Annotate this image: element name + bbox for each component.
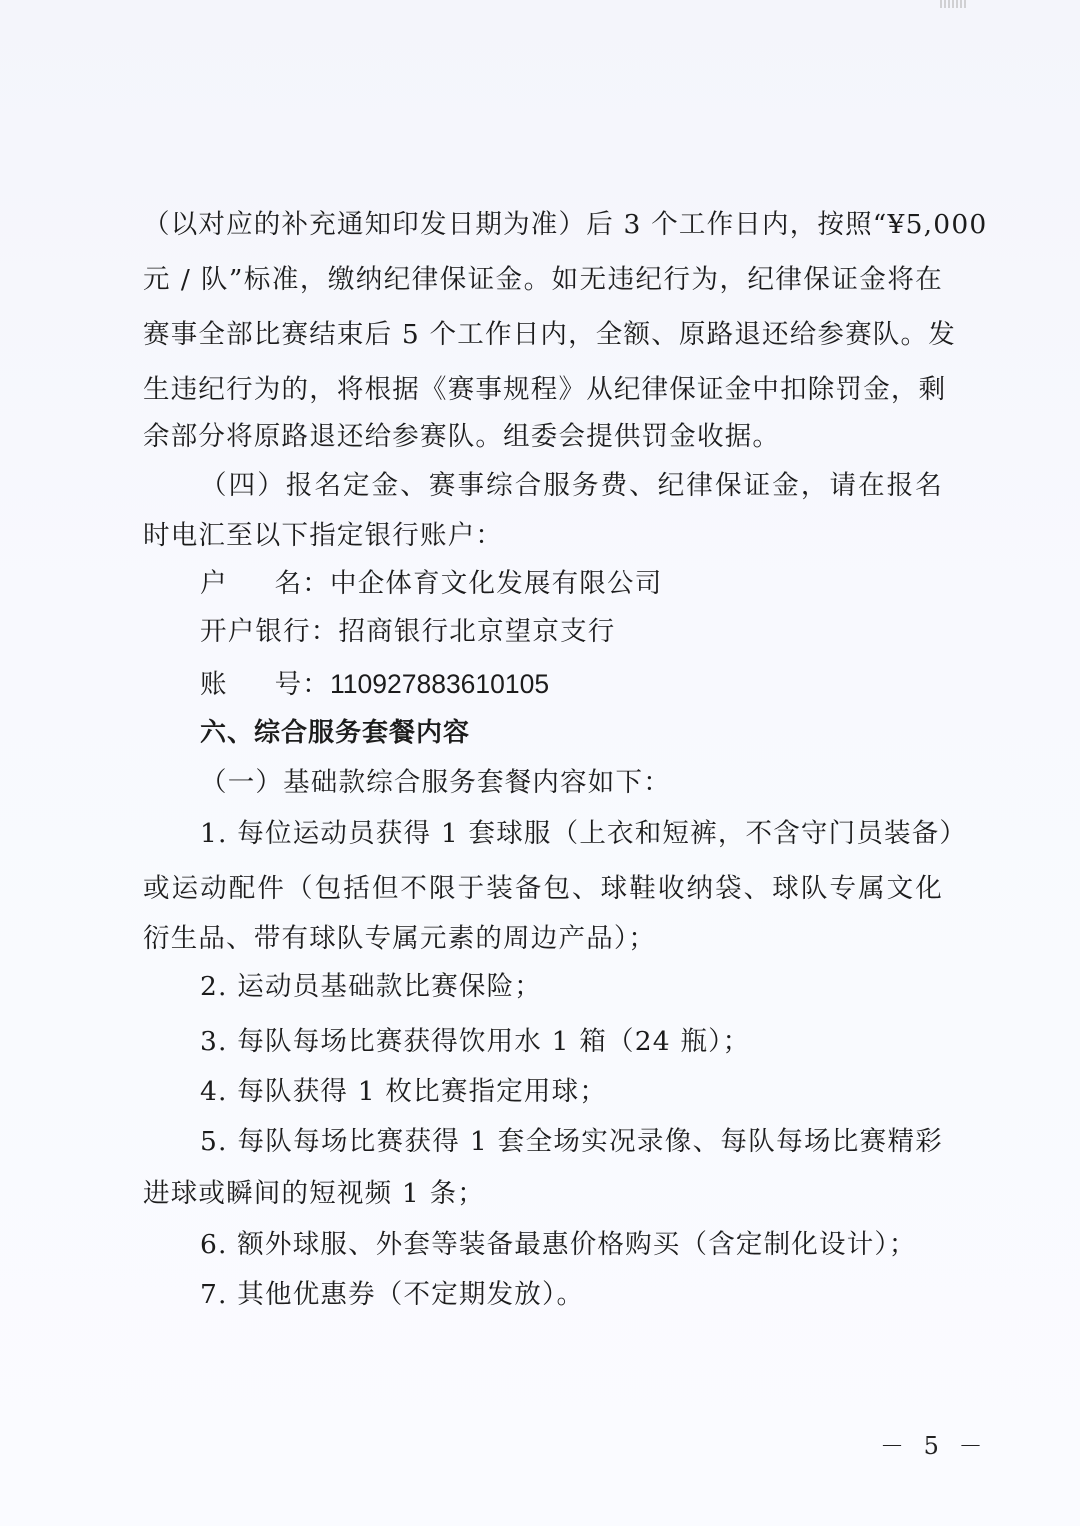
- list-item: 7. 其他优惠券（不定期发放）。: [200, 1279, 585, 1310]
- section-4-text: 时电汇至以下指定银行账户：: [143, 520, 504, 551]
- list-item: 2. 运动员基础款比赛保险；: [200, 971, 543, 1002]
- list-item: 1. 每位运动员获得 1 套球服（上衣和短裤，不含守门员装备）: [200, 818, 968, 849]
- section-4-text: （四）报名定金、赛事综合服务费、纪律保证金，请在报名: [200, 470, 943, 501]
- scan-artifact: [940, 0, 968, 8]
- paragraph-line: 赛事全部比赛结束后 5 个工作日内，全额、原路退还给参赛队。发: [143, 319, 956, 350]
- paragraph-line: 元 / 队”标准，缴纳纪律保证金。如无违纪行为，纪律保证金将在: [143, 264, 943, 295]
- account-name-value: 中企体育文化发展有限公司: [330, 568, 663, 599]
- list-item: 3. 每队每场比赛获得饮用水 1 箱（24 瓶）；: [200, 1026, 751, 1057]
- page-number: － 5 －: [880, 1432, 989, 1460]
- section-6-subheading: （一）基础款综合服务套餐内容如下：: [200, 767, 671, 798]
- bank-value: 招商银行北京望京支行: [338, 616, 616, 647]
- account-name-label: 户 名：: [200, 568, 330, 599]
- account-name-row: [200, 567, 662, 601]
- paragraph-line: （以对应的补充通知印发日期为准）后 3 个工作日内，按照“¥5,000: [143, 209, 988, 240]
- paragraph-line: 余部分将原路退还给参赛队。组委会提供罚金收据。: [143, 421, 781, 452]
- list-item: 4. 每队获得 1 枚比赛指定用球；: [200, 1076, 608, 1107]
- account-number-row: [200, 667, 549, 702]
- account-number-value: 110927883610105: [330, 669, 550, 699]
- list-item: 进球或瞬间的短视频 1 条；: [143, 1178, 486, 1209]
- list-item: 衍生品、带有球队专属元素的周边产品）；: [143, 923, 657, 954]
- list-item: 6. 额外球服、外套等装备最惠价格购买（含定制化设计）；: [200, 1229, 917, 1260]
- bank-label: 开户银行：: [200, 616, 339, 647]
- bank-row: [200, 615, 616, 649]
- paragraph-line: 生违纪行为的，将根据《赛事规程》从纪律保证金中扣除罚金，剩: [143, 374, 947, 405]
- section-6-heading: 六、综合服务套餐内容: [200, 718, 471, 748]
- list-item: 5. 每队每场比赛获得 1 套全场实况录像、每队每场比赛精彩: [200, 1126, 943, 1157]
- account-number-label: 账 号：: [200, 669, 330, 700]
- list-item: 或运动配件（包括但不限于装备包、球鞋收纳袋、球队专属文化: [143, 873, 943, 904]
